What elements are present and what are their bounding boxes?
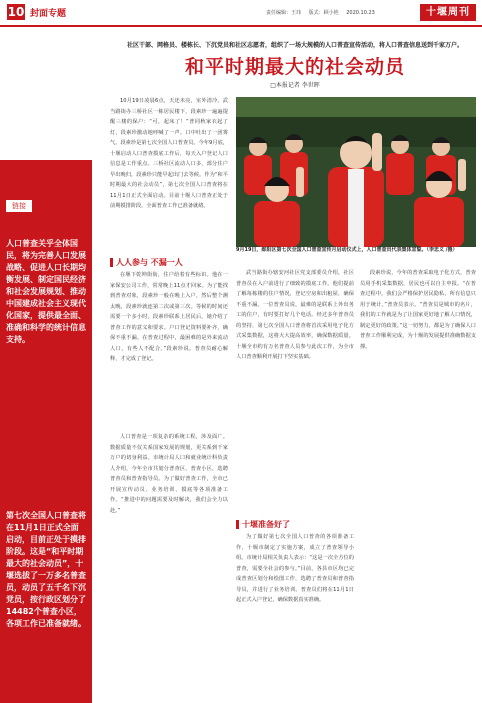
editor-credit: 责任编辑：王玮: [266, 10, 302, 16]
article-column-5: [236, 532, 354, 697]
issue-date: 2020.10.23: [346, 10, 375, 16]
subhead-2: 十堰准备好了: [242, 520, 290, 529]
page-number: 10: [7, 5, 25, 19]
sidebar-box: [0, 160, 92, 703]
header-divider: [0, 25, 482, 27]
article-byline: □本报记者 李世晖: [270, 82, 320, 89]
subhead-marker: [236, 520, 239, 529]
header-meta: [266, 9, 381, 16]
article-column-3: [110, 432, 228, 697]
section-name: 封面专题: [30, 9, 67, 19]
subhead-1: 人人参与 不漏一人: [116, 258, 183, 267]
article-column-1: [110, 96, 228, 266]
body-text: 在堰下乾坤街街，住户给着有些标识。他在一家保安公司工作，常常晚上11点才回家。为了能找到普查对象，段素珍一般在晚上入户，然后整个测太晚，段素珍就连第二次或第三次。等候的时间还需要一个多小时。段素珍联系上居民后，她介绍了普查工作的意义和要求。户口登记资料要补齐，确保不重不漏。在普查过程中，最困难的是外来流动人口，有些人不配合。”段素珍说。普查员耐心解释，才完成了登记。: [110, 272, 228, 362]
news-photo: [236, 97, 476, 247]
body-text: 人口普查是一项复杂的系统工程，涉及面广。数据质量不仅关系国家发展的规划，更关系到千家万户的切身利益。市统计局人口和就业统计科负责人介绍，今年全市共划分普查区、普查小区，选聘普查员和普查指导员。为了做好普查工作，全市已开展宣传动员、业务培训、摸底等各项准备工作。“推进中的问题需要及时解决，我们会全力以赴。”: [110, 434, 228, 514]
photo-caption: 9月19日，郧阳区第七次全国人口普查宣传月启动仪式上，人口普查员代表集体宣誓。（李忠义 /摄）: [236, 247, 458, 253]
article-title: 和平时期最大的社会动员: [184, 56, 405, 78]
sidebar-label: 链接: [6, 200, 32, 212]
article-column-2: [110, 270, 228, 430]
designer-credit: 版式：顾小艳: [308, 10, 339, 16]
body-text: 武当路街办辖安河社区党支部委员介绍，社区普查员在入户前进行了细致的摸底工作。他们提前了解每栋楼的住户情况，登记空房和出租屋，确保不重不漏。一位普查员说，最难的是联系上外出务工的住户，有时要打好几个电话。经过多年普查员的坚持，第七次全国人口普查将首次采用电子化方式采集数据，这将大大提高效率，确保数据质量。十堰全市约有万名普查人员参与此次工作，为全市人口普查顺利开展打下坚实基础。: [236, 270, 354, 360]
body-text: 为了做好第七次全国人口普查的各项准备工作，十堰市制定了实施方案，成立了普查领导小组。市统计局相关负责人表示：“这是一次全方位的普查，需要全社会的参与。”目前，各县市区均已完成普查区划分和绘图工作，选聘了普查员和普查指导员，并进行了业务培训。普查员们将在11月1日起正式入户登记，确保数据真实准确。: [236, 534, 354, 603]
crowd-oath-illustration: [236, 97, 476, 247]
body-text: 段素珍说，今年的普查采取电子化方式，普查员用手机采集数据，居民也可以自主申报。“在普查过程中，我们会严格保护居民隐私，所有信息只用于统计。”普查员表示。“普查员是城市的名片，我们的工作就是为了让国家更好地了解人口情况，制定更好的政策。”这一切努力，都是为了确保人口普查工作顺利完成，为十堰的发展提供准确数据支撑。: [360, 270, 476, 350]
subhead-marker: [110, 258, 113, 267]
article-column-4: [236, 268, 354, 513]
page-header: [0, 0, 482, 26]
sidebar-paragraph-2: 第七次全国人口普查将在11月1日正式全面启动，目前正处于摸排阶段。这是“和平时期最大的社会动员”，十堰选拔了一万多名普查员，动员了五千名下沉党员，按行政区划分了14482个普查小区，各项工作已准备就绪。: [6, 511, 86, 628]
sidebar-paragraph-1: 人口普查关乎全体国民，将为完善人口发展战略、促进人口长期均衡发展、制定国民经济和社会发展规划、推动中国建成社会主义现代化国家，提供最全面、准确和科学的统计信息支持。: [6, 239, 86, 344]
article-column-6: [360, 268, 476, 697]
body-text: 10月19日凌晨6点，天还未亮，室外清冷。武当路街办三桥社区一栋居民楼下，段素珍一遍遍提醒三楼的保户：“可，起床了！”普同秋家衣起了灯，段素珍激动地呼喊了一声。口中吐出了一团雾气。段素珍是第七次全国人口普查员。今年9月底，十堰启动人口普查摸底工作后，每天入户登记人口信息是工作重点。三桥社区流动人口多，部分住户早出晚归，段素珍只能早起出门去等候。作为“和平时期最大的社会动员”，第七次全国人口普查将在11月1日正式全面启动。目前十堰人口普查正处于前期摸排阶段，全面普查工作已准备就绪。: [110, 98, 228, 209]
article-deck: 社区干部、网格员、楼栋长、下沉党员和社区志愿者，组织了一场大规模的人口普查宣传活动，将人口普查信息送到千家万户。: [126, 42, 463, 49]
masthead-logo: 十堰周刊: [420, 4, 476, 21]
